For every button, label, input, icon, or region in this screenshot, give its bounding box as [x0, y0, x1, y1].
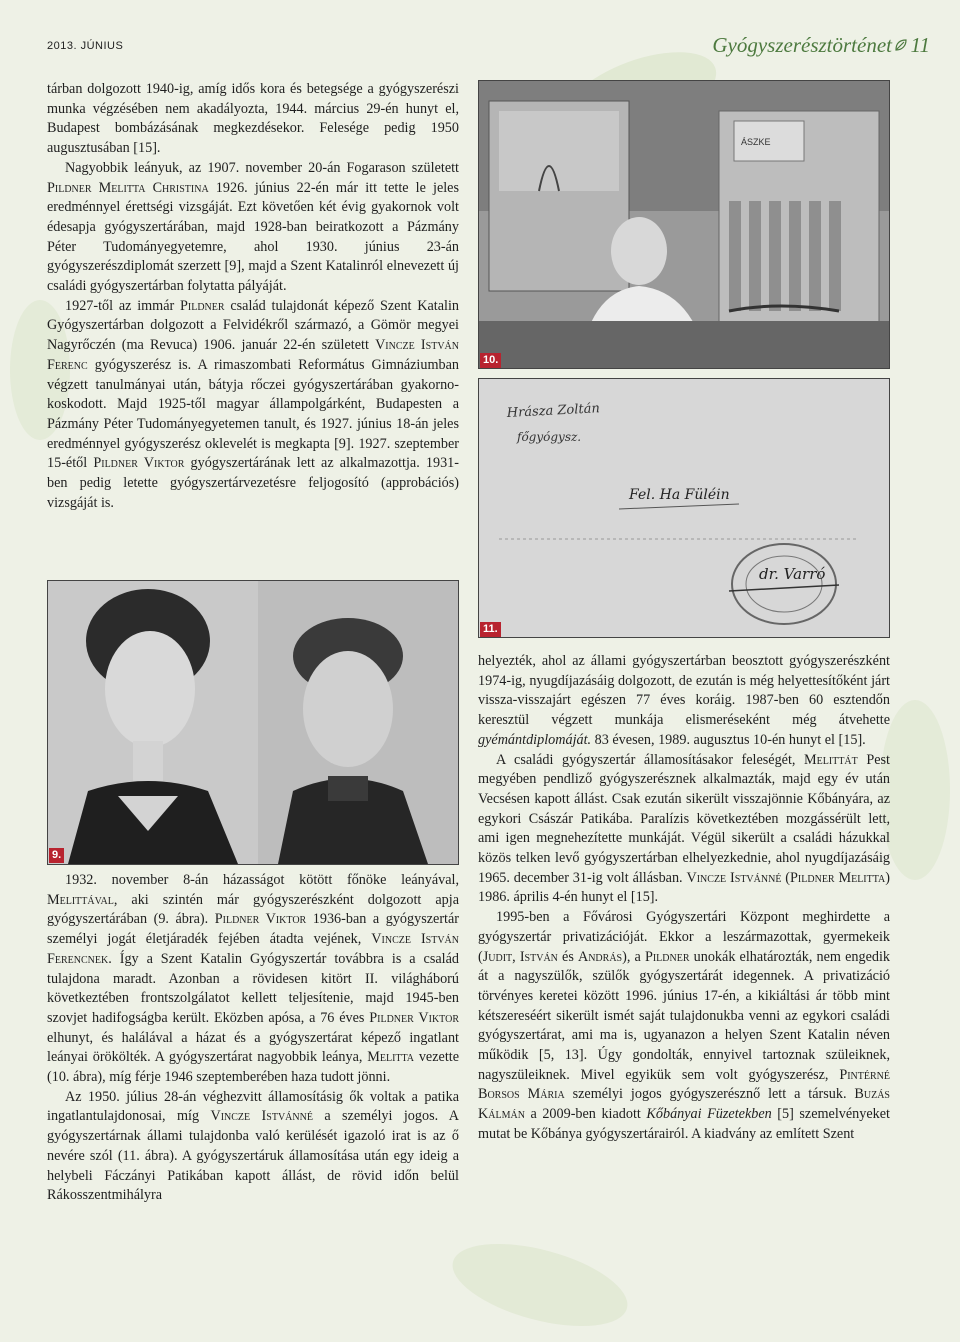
person-name: Judit: [482, 948, 513, 965]
person-name: Pintérné Borsos Mária: [478, 1066, 890, 1103]
journal-title: Gyógyszerésztörténet: [712, 33, 892, 57]
paragraph: 1932. november 8-án házasságot kötött főnöke leányával, Melittával, aki szintén már gyógyszerészként dolgozott apja gyógyszertárában (9. ábra). Pildner Viktor 1936-ban a gyógyszertár személyi jogát életjáradék fejében átadta vejének, Vincze István Ferencnek. Így a Szent Katalin Gyógyszertár továbbra is a család tulajdona maradt. Azonban a rövidesen kitört II. világháború következtében frontszolgálatot kellett teljesítenie, majd 1945-ben szovjet hadifogságba került. Eközben apósa, a 76 éves Pildner Viktor elhunyt, és halálával a házat és a gyógyszertárat képező ingatlant leányai örökölték. A gyógyszertárat nagyobbik leánya, Melitta vezette (10. ábra), míg férje 1946 szeptemberében haza tudott jönni.: [47, 872, 460, 1086]
signature: Fel. Ha Füléin: [629, 487, 730, 503]
person-name: István: [519, 948, 558, 965]
left-column-top-text: [47, 80, 459, 513]
handwritten-text: főgyógysz.: [517, 430, 582, 444]
paragraph: tárban dolgozott 1940-ig, amíg idős kora és betegsége a gyógyszerészi munka végzésében nem akadályozta, 1944. március 29-én hunyt el, Budapest bombázásának megkezdésekor. Felesége pedig 1950 augusztusában [15].: [47, 81, 459, 157]
person-name: Melittával: [47, 891, 114, 908]
paragraph: Nagyobbik leányuk, az 1907. november 20-án Fogarason született Pildner Melitta Christina 1926. június 22-én már itt tette le jeles eredménnyel érettségi vizsgáját. Ezt követően két évig gyakornok volt édesapja gyógyszertárában, majd 1928-ban beiratkozott a Pázmány Péter Tudományegyetemre, ahol 1930. június 23-án gyógyszerészdiplomát szerzett [9], majd a Szent Katalinról elnevezett új családi gyógyszertárban folytatta pályáját.: [47, 159, 460, 295]
figure-label: 10.: [480, 353, 501, 368]
person-name: Melittát: [804, 751, 858, 768]
figure-9-portraits: [47, 580, 459, 865]
leaf-ornament-icon: [894, 38, 908, 52]
register-sign-text: ÁSZKE: [741, 137, 771, 147]
emphasis: Kőbányai Füzetekben: [646, 1106, 772, 1123]
person-name: Pildner: [180, 297, 225, 314]
paragraph: 1927-től az immár Pildner család tulajdonát képező Szent Katalin Gyógyszertárban dolgozott a Felvidékről származó, a Gömör megyei Nagyrőczén (ma Revuca) 1906. január 22-én született Vincze István Ferenc gyógyszerész is. A rimaszombati Református Gimnáziumban végzett tanulmányai után, bátyja rőczei gyógyszertárában gyakornokoskodott. Majd 1925-től magyar állampolgárként, Budapesten a Pázmány Péter Tudományegyetemen tanult, és 1927. június 18-án jeles eredménnyel gyógyszerész oklevelét is megkapta [9]. 1927. szeptember 15-étől Pildner Viktor gyógyszertárának lett az alkalmazottja. 1931-ben pedig letette gyógyszertárvezetésre feljogosító (approbációs) vizsgáját is.: [47, 297, 459, 511]
figure-label: 11.: [480, 622, 501, 637]
person-name: Pildner Melitta: [790, 869, 886, 886]
handwritten-text: Hrásza Zoltán: [506, 401, 601, 421]
background-leaf: [444, 1228, 636, 1342]
person-name: Melitta: [367, 1049, 415, 1066]
person-name: András: [577, 948, 623, 965]
right-column-text: [478, 652, 890, 1145]
page-number: 11: [910, 33, 930, 57]
paragraph: helyezték, ahol az állami gyógyszertárban beosztott gyógyszerészként 1974-ig, nyugdíjazásáig dolgozott, de ezután is még helyettesítőként járt vissza-visszajárt egészen 77 éves koráig. 1987-ben 60 esztendőn keresztül végzett munkája elismeréseként még átvehette gyémántdiplomáját. 83 évesen, 1989. augusztus 10-én hunyt el [15].: [478, 653, 890, 748]
paragraph: A családi gyógyszertár államosításakor feleségét, Melittát Pest megyében pendliző gyógyszerésznek alkalmazták, majd egy év után Vecsésen kapott állást. Csak ezután sikerült visszajönnie Kőbányára, az egykori Császár Patikába. Paralízis következtében mozgássérült lett, ami igen megnehezítette munkáját. Végül sikerült a családi házukkal közös telken levő gyógyszertárban elhelyezkednie, ahol nyugdíjazásáig 1965. december 31-ig volt állásban. Vincze Istvánné (Pildner Melitta) 1986. április 4-én hunyt el [15].: [478, 751, 891, 906]
figure-10-photo: [478, 80, 890, 369]
person-name: Pildner Viktor: [214, 911, 307, 928]
person-name: Pildner Viktor: [93, 455, 185, 472]
person-name: Pildner Viktor: [369, 1009, 459, 1026]
paragraph: Az 1950. július 28-án véghezvitt államosításig ők voltak a patika ingatlantulajdonosai, míg Vincze Istvánné a személyi jogos. A gyógyszertárnak állami tulajdonba való kerülését igazoló irat is az ő nevére szól (11. ábra). A gyógyszertáruk államosítása után egy ideig a helybeli Fáczányi Patikában kapott állást, de rövid időn belül Rákosszentmihályra: [47, 1088, 460, 1204]
figure-11-document: [478, 378, 890, 638]
person-name: Vincze István Ferenc: [47, 337, 459, 373]
signature: dr. Varró: [759, 565, 826, 583]
person-name: Buzás Kálmán: [478, 1086, 890, 1123]
person-name: Pildner Melitta Christina: [47, 179, 209, 196]
issue-date: 2013. JÚNIUS: [47, 40, 124, 52]
emphasis: gyémántdiplomáját.: [478, 731, 592, 748]
person-name: Pildner: [644, 948, 690, 965]
person-name: Vincze István Ferencnek: [47, 931, 460, 967]
figure-label: 9.: [49, 848, 64, 863]
person-name: Vincze Istvánné: [210, 1108, 313, 1125]
left-column-bottom-text: [47, 871, 459, 1206]
paragraph: 1995-ben a Fővárosi Gyógyszertári Központ meghirdette a gyógyszertár privatizációját. Ekkor a leszármazottak, gyermekeik (Judit, István és András), a Pildner unokák elhatározták, nem engedik át a nagyszülők, szülők gyógyszertárát idegennek. A privatizáció törvényes keretei között 1996. június 17-én, a kikiáltási ár több mint kétszereséért sikerült ismét saját tulajdonukba venni az egykori családi gyógyszertárat, ami ma is, ugyanazon a helyen Szent Katalin néven működik [5, 13]. Úgy gondolták, ennyivel tartoznak szüleiknek, nagyszüleiknek. Mivel egyikük sem volt gyógyszerész, Pintérné Borsos Mária személyi jogos gyógyszerésznő lett a társuk. Buzás Kálmán a 2009-ben kiadott Kőbányai Füzetekben [5] szemelvényeket mutat be Kőbánya gyógyszertárairól. A kiadvány az említett Szent: [478, 909, 890, 1142]
background-leaf: [880, 700, 950, 880]
person-name: Vincze Istvánné: [686, 869, 782, 886]
